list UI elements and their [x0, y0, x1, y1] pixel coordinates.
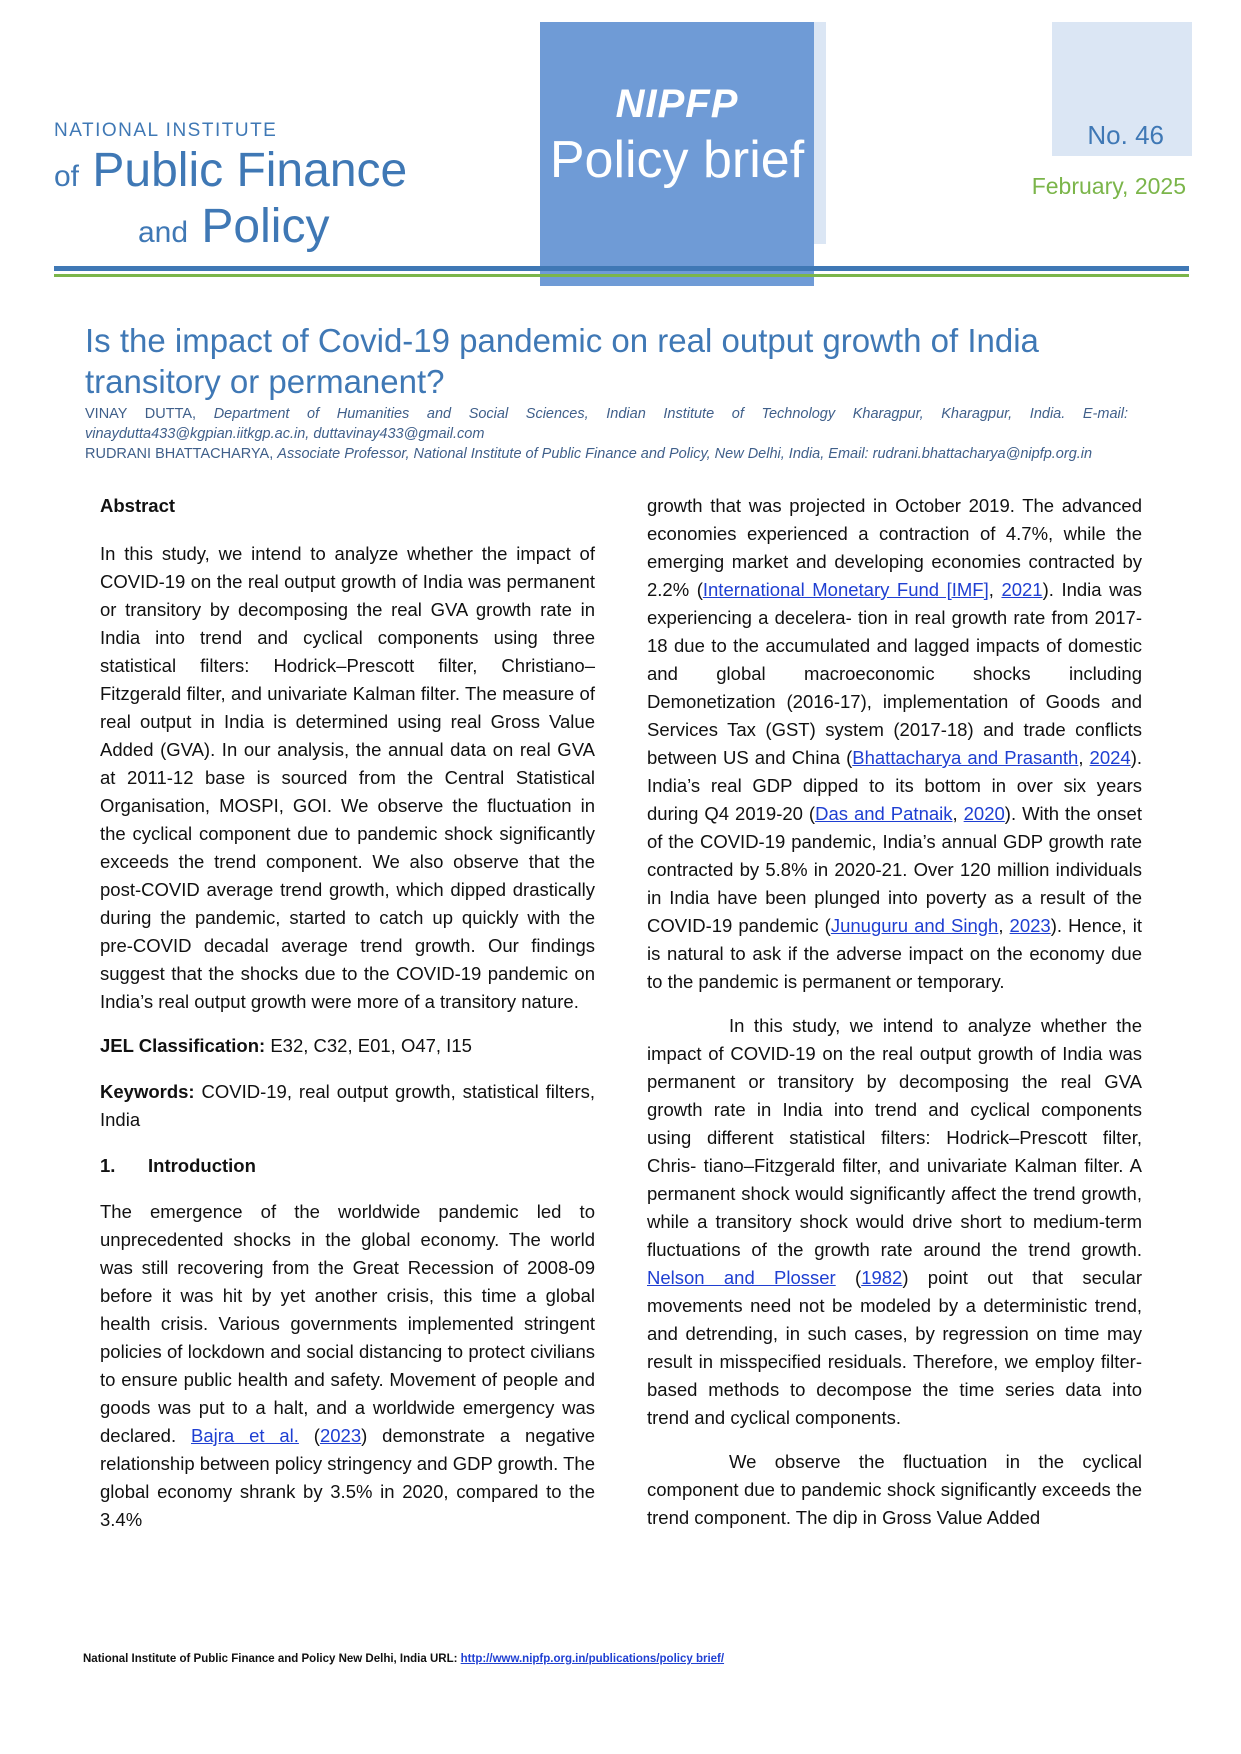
institute-line2: of Public Finance	[54, 144, 408, 197]
author-1-affiliation: Department of Humanities and Social Sciences, Indian Institute of Technology Kharagpur, Kharagpur, India. E-mail: vinaydutta433@kgpian.iitkgp.ac.in, duttavinay433@gmail.com	[85, 406, 1128, 442]
author-2-affiliation: Associate Professor, National Institute of Public Finance and Policy, New Delhi, India, Email: rudrani.bhattacharya@nipfp.org.in	[277, 446, 1093, 462]
jel-classification: JEL Classification: E32, C32, E01, O47, I15	[100, 1035, 472, 1056]
keywords: Keywords: COVID-19, real output growth, statistical filters, India	[100, 1081, 595, 1130]
author-2	[85, 444, 1128, 464]
introduction-paragraph-3: We observe the fluctuation in the cyclical component due to pandemic shock significantly exceeds the trend component. The dip in Gross Value Added	[647, 1451, 1142, 1528]
ref-bhattacharya[interactable]: Bhattacharya and Prasanth	[852, 747, 1079, 768]
header-rule-green	[54, 274, 1189, 277]
page-footer	[83, 1653, 724, 1665]
issue-date: February, 2025	[1031, 173, 1186, 199]
ref-das[interactable]: Das and Patnaik	[815, 803, 953, 824]
author-1-name: VINAY DUTTA,	[85, 406, 197, 422]
nipfp-logo: NIPFP	[615, 82, 739, 126]
authors-block	[85, 404, 1128, 464]
ref-junuguru[interactable]: Junuguru and Singh	[830, 915, 999, 936]
ref-bhattacharya-year[interactable]: 2024	[1089, 747, 1131, 768]
ref-junuguru-year[interactable]: 2023	[1009, 915, 1051, 936]
right-column	[647, 492, 1142, 1532]
author-1	[85, 404, 1128, 444]
footer-url-link[interactable]: http://www.nipfp.org.in/publications/policy brief/	[460, 1653, 725, 1665]
ref-bajra-year[interactable]: 2023	[319, 1425, 362, 1446]
paper-title: Is the impact of Covid-19 pandemic on real output growth of India transitory or permanent?	[85, 322, 1039, 400]
author-2-name: RUDRANI BHATTACHARYA,	[85, 446, 274, 462]
institute-logo	[54, 120, 407, 258]
footer-text: National Institute of Public Finance and Policy New Delhi, India URL:	[83, 1653, 458, 1665]
policy-brief-title: Policy brief	[549, 131, 805, 189]
introduction-paragraph-1-cont: growth that was projected in October 2019. The advanced economies experienced a contraction of 4.7%, while the emerging market and developing economies contracted by 2.2% (International Monetary Fund [IMF], 2021). India was experiencing a decelera- tion in real growth rate from 2017-18 due to the accumulated and lagged impacts of domestic and global macroeconomic shocks including Demonetization (2016-17), implementation of Goods and Services Tax (GST) system (2017-18) and trade conflicts between US and China (Bhattacharya and Prasanth, 2024). India’s real GDP dipped to its bottom in over six years during Q4 2019-20 (Das and Patnaik, 2020). With the onset of the COVID-19 pandemic, India’s annual GDP growth rate contracted by 5.8% in 2020-21. Over 120 million individuals in India have been plunged into poverty as a result of the COVID-19 pandemic (Junuguru and Singh, 2023). Hence, it is natural to ask if the adverse impact on the economy due to the pandemic is permanent or temporary.	[647, 495, 1143, 992]
introduction-paragraph-1: The emergence of the worldwide pandemic led to unprecedented shocks in the global economy. The world was still recovering from the Great Recession of 2008-09 before it was hit by yet another crisis, this time a global health crisis. Various governments implemented stringent policies of lockdown and social distancing to protect civilians to ensure public health and safety. Movement of people and goods was put to a halt, and a worldwide emergency was declared. Bajra et al. (2023) demonstrate a negative relationship between policy stringency and GDP growth. The global economy shrank by 3.5% in 2020, compared to the 3.4%	[100, 1201, 595, 1530]
ref-bajra[interactable]: Bajra et al.	[191, 1425, 299, 1446]
abstract-heading: Abstract	[100, 495, 176, 516]
ref-nelson-year[interactable]: 1982	[861, 1267, 903, 1288]
institute-line1: NATIONAL INSTITUTE	[54, 120, 278, 141]
introduction-paragraph-2: In this study, we intend to analyze whether the impact of COVID-19 on the real output growth of India was permanent or transitory by decomposing the real GVA growth rate in India into trend and cyclical components using different statistical filters: Hodrick–Prescott filter, Chris- tiano–Fitzgerald filter, and univariate Kalman filter. A permanent shock would significantly affect the trend growth, while a transitory shock would drive short to medium-term fluctuations of the growth rate around the trend growth. Nelson and Plosser (1982) point out that secular movements need not be modeled by a deterministic trend, and detrending, in such cases, by regression on time may result in misspecified residuals. Therefore, we employ filter-based methods to decompose the time series data into trend and cyclical components.	[647, 1015, 1142, 1428]
ref-das-year[interactable]: 2020	[963, 803, 1005, 824]
left-column	[100, 492, 595, 1534]
institute-line3: and Policy	[138, 200, 330, 253]
header-rule-blue	[54, 266, 1189, 271]
section-heading-introduction: 1. Introduction	[100, 1155, 256, 1176]
ref-nelson[interactable]: Nelson and Plosser	[647, 1267, 836, 1288]
abstract-text: In this study, we intend to analyze whether the impact of COVID-19 on the real output growth of India was permanent or transitory by decomposing the real GVA growth rate in India into trend and cyclical components using three statistical filters: Hodrick–Prescott filter, Christiano–Fitzgerald filter, and univariate Kalman filter. The measure of real output in India is determined using real Gross Value Added (GVA). In our analysis, the annual data on real GVA at 2011-12 base is sourced from the Central Statistical Organisation, MOSPI, GOI. We observe the fluctuation in the cyclical component due to pandemic shock significantly exceeds the trend component. We also observe that the post-COVID average trend growth, which dipped drastically during the pandemic, started to catch up quickly with the pre-COVID decadal average trend growth. Our findings suggest that the shocks due to the COVID-19 pandemic on India’s real output growth were more of a transitory nature.	[100, 543, 595, 1012]
brand-box-shadow	[814, 22, 826, 244]
ref-imf[interactable]: International Monetary Fund [IMF]	[702, 579, 989, 600]
issue-number: No. 46	[1087, 120, 1164, 150]
ref-imf-year[interactable]: 2021	[1001, 579, 1043, 600]
